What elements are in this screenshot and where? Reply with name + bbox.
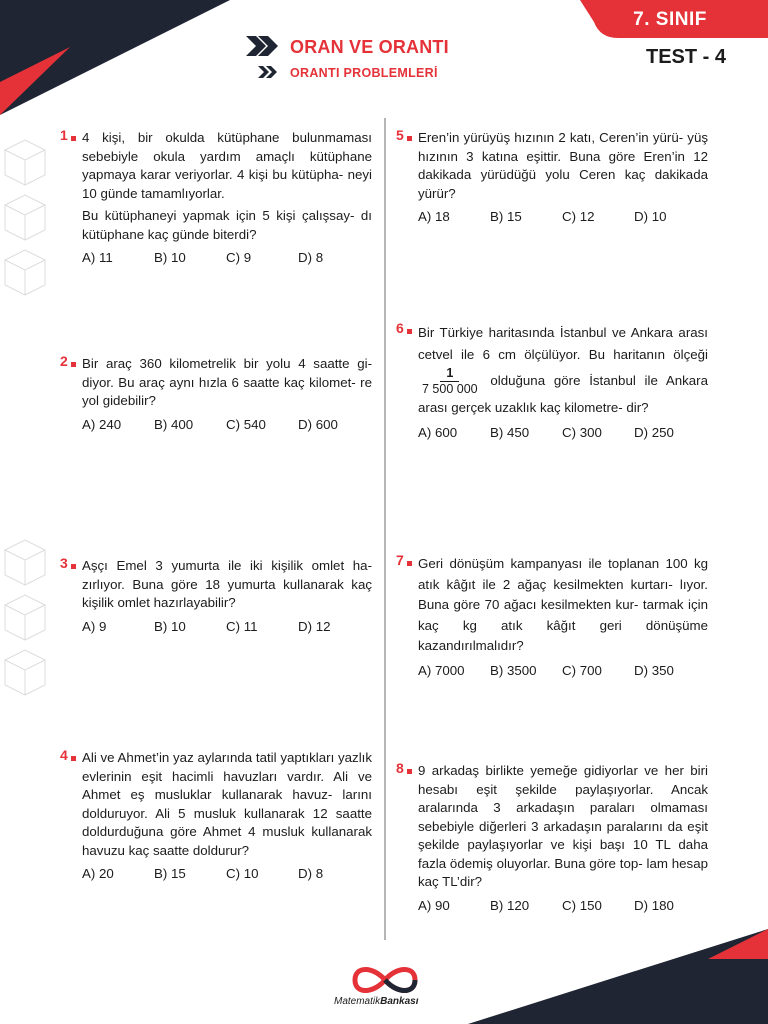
option-d[interactable]: D) 12 [298, 618, 331, 634]
question-5 [396, 127, 708, 224]
option-c[interactable]: C) 12 [562, 209, 595, 224]
option-a[interactable]: A) 20 [82, 866, 114, 881]
option-a[interactable]: A) 90 [418, 897, 450, 913]
option-d[interactable]: D) 8 [298, 866, 324, 881]
option-d[interactable]: D) 8 [298, 250, 324, 265]
answer-options [418, 898, 708, 913]
answer-options [82, 619, 372, 634]
option-d[interactable]: D) 180 [634, 897, 674, 913]
question-tail: olduğuna göre İstanbul ile Ankara arası gerçek uzaklık kaç kilometre- dir? [418, 373, 708, 415]
brand-name: MatematikBankası [334, 996, 419, 1007]
option-c[interactable]: C) 540 [226, 416, 266, 432]
option-b[interactable]: B) 3500 [490, 662, 537, 678]
option-a[interactable]: A) 240 [82, 416, 122, 432]
question-number: 3 [60, 555, 82, 575]
answer-options [82, 417, 372, 432]
question-lead: Bir Türkiye haritasında İstanbul ve Ankara arası cetvel ile 6 cm ölçülüyor. Bu haritanın ölçeği [418, 325, 708, 362]
fraction-numerator: 1 [440, 366, 459, 382]
chevron-arrows-icon [246, 36, 286, 84]
option-b[interactable]: B) 15 [154, 866, 186, 881]
question-8 [396, 760, 708, 913]
option-c[interactable]: C) 300 [562, 425, 602, 440]
option-b[interactable]: B) 15 [490, 209, 522, 224]
question-3 [60, 555, 372, 634]
column-divider [384, 118, 386, 940]
question-text: Eren’in yürüyüş hızının 2 katı, Ceren’in yürü- yüş hızının 3 katına eşittir. Buna göre Eren’in 12 dakikada yürüdüğü yolu Ceren kaç dakikada yürür? [418, 130, 708, 201]
option-a[interactable]: A) 600 [418, 425, 458, 440]
option-a[interactable]: A) 9 [82, 618, 107, 634]
option-a[interactable]: A) 18 [418, 209, 450, 224]
grade-label: 7. SINIF [633, 9, 707, 30]
answer-options [82, 250, 372, 265]
option-d[interactable]: D) 350 [634, 662, 674, 678]
option-a[interactable]: A) 7000 [418, 662, 465, 678]
option-d[interactable]: D) 600 [298, 416, 338, 432]
scale-fraction [422, 366, 478, 397]
question-number: 5 [396, 127, 418, 147]
question-text: Aşçı Emel 3 yumurta ile iki kişilik omlet ha- zırlıyor. Buna göre 18 yumurta kullanarak kaç kişilik omlet hazırlayabilir? [82, 558, 372, 610]
question-number: 6 [396, 320, 418, 340]
question-text: Geri dönüşüm kampanyası ile toplanan 100 kg atık kâğıt ile 2 ağaç kesilmekten kurtarı- lıyor. Buna göre 70 ağacı kesilmekten kur- tarmak için kaç kg atık kâğıt geri dönüşüme kazandırılmalıdır? [418, 556, 708, 653]
page-title: ORAN VE ORANTI [290, 37, 449, 57]
cube-pattern-decoration [0, 130, 60, 330]
cube-pattern-decoration [0, 530, 60, 730]
question-number: 1 [60, 127, 82, 147]
question-number: 4 [60, 747, 82, 767]
question-1 [60, 127, 372, 265]
test-label: TEST - 4 [646, 46, 727, 68]
question-prompt: Bu kütüphaneyi yapmak için 5 kişi çalışsay- dı kütüphane kaç günde biterdi? [82, 208, 372, 242]
page-subtitle: ORANTI PROBLEMLERİ [290, 66, 438, 80]
option-b[interactable]: B) 120 [490, 897, 530, 913]
question-7 [396, 552, 708, 678]
option-c[interactable]: C) 9 [226, 250, 252, 265]
option-a[interactable]: A) 11 [82, 250, 113, 265]
question-2 [60, 353, 372, 432]
question-4 [60, 747, 372, 881]
question-text: 9 arkadaş birlikte yemeğe gidiyorlar ve her biri hesabı eşit şekilde paylaşıyorlar. Ancak aralarında 3 arkadaşın paraları olmaması sebebiyle diğerleri 3 arkadaşın paralarını da eşit şekilde paylaşıyorlar ve kişi başı 10 TL daha fazla ödemiş oluyorlar. Buna göre top- lam hesap kaç TL’dir? [418, 763, 708, 889]
answer-options [418, 209, 708, 224]
option-b[interactable]: B) 400 [154, 416, 194, 432]
question-number: 8 [396, 760, 418, 780]
option-b[interactable]: B) 450 [490, 425, 530, 440]
option-d[interactable]: D) 250 [634, 425, 674, 440]
answer-options [418, 663, 708, 678]
option-d[interactable]: D) 10 [634, 209, 667, 224]
option-c[interactable]: C) 150 [562, 897, 602, 913]
option-b[interactable]: B) 10 [154, 250, 186, 265]
option-c[interactable]: C) 700 [562, 662, 602, 678]
question-text: Bir araç 360 kilometrelik bir yolu 4 saatte gi- diyor. Bu araç aynı hızla 6 saatte kaç kilomet- re yol gidebilir? [82, 356, 372, 408]
question-text: 4 kişi, bir okulda kütüphane bulunmaması sebebiyle okula yardım amaçlı kütüphane yapmaya karar veriyorlar. 4 kişi bu kütüpha- neyi 10 günde tamamlıyorlar. [82, 130, 372, 201]
question-number: 7 [396, 552, 418, 572]
fraction-denominator: 7 500 000 [422, 382, 478, 396]
option-c[interactable]: C) 11 [226, 618, 258, 634]
infinity-logo-icon [333, 964, 437, 996]
option-c[interactable]: C) 10 [226, 866, 259, 881]
corner-decoration-bottom-right [468, 929, 768, 1024]
question-text [418, 322, 708, 419]
corner-decoration-top-left [0, 0, 230, 115]
question-6 [396, 320, 708, 440]
question-number: 2 [60, 353, 82, 373]
answer-options [82, 866, 372, 881]
answer-options [418, 425, 708, 440]
question-text: Ali ve Ahmet’in yaz aylarında tatil yaptıkları yazlık evlerinin eşit hacimli havuzları vardır. Ali ve Ahmet eş musluklar kullanarak havuz- larını dolduruyor. Ali 5 musluk kullanarak 12 saatte doldurduğuna göre Ahmet 4 musluk kullanarak havuzu kaç saatte doldurur? [82, 750, 372, 858]
option-b[interactable]: B) 10 [154, 618, 186, 634]
